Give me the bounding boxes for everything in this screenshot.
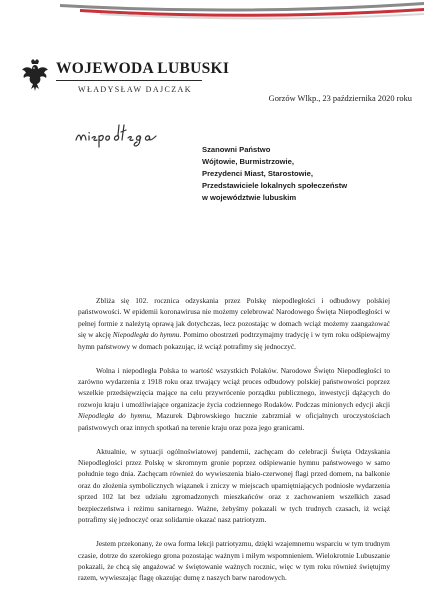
paragraph-text: . Pomimo obostrzeń podtrzymajmy tradycję i w tym roku odśpiewajmy hymn państwowy w domach pokazując, iż wciąż potrafimy się jednoczyć. bbox=[78, 330, 390, 351]
brand-person: WŁADYSŁAW DAJCZAK bbox=[78, 85, 192, 94]
addressee-line: Szanowni Państwo bbox=[202, 145, 271, 154]
body-paragraph bbox=[78, 538, 390, 584]
addressee-line: Prezydenci Miast, Starostowie, bbox=[202, 169, 313, 178]
paragraph-text: Wolna i niepodległa Polska to wartość wszystkich Polaków. Narodowe Święto Niepodległości to zarówno wydarzenia z 1918 roku oraz trwający wciąż proces odbudowy polskiej państwowości poprzez wszelkie przedsięwzięcia mające na celu przywrócenie porządku publicznego, inwestycji dążących do rozwoju kraju i umożliwiające organizacje życia codziennego Rodaków. Podczas minionych edycji akcji bbox=[78, 365, 390, 409]
body-paragraph bbox=[78, 295, 390, 352]
campaign-name: Niepodległa do hymnu bbox=[112, 330, 180, 340]
letter-body bbox=[78, 295, 390, 596]
header-stripes-decoration bbox=[60, 0, 424, 22]
niepodlegla-logo-stroke bbox=[76, 125, 156, 147]
paragraph-text: Jestem przekonany, że owa forma lekcji patriotyzmu, dzięki wzajemnemu wsparciu w tym trudnym czasie, dotrze do szerokiego grona pozostając ważnym i miłym wspomnieniem. Wielokrotnie Lubuszanie pokazali, że chcą się angażować w świętowanie ważnych rocznic, więc w tym roku również świętujmy razem, wywieszając flagę okazując dumę z naszych barw narodowych. bbox=[78, 539, 390, 583]
stripe-grey bbox=[60, 2, 424, 12]
addressee-line: Przedstawiciele lokalnych społeczeństw bbox=[202, 181, 348, 190]
polish-eagle-icon bbox=[20, 58, 50, 92]
niepodlegla-logo bbox=[74, 119, 184, 149]
addressee-line: Wójtowie, Burmistrzowie, bbox=[202, 157, 294, 166]
addressee-line: w województwie lubuskim bbox=[202, 193, 297, 202]
paragraph-text: Zbliża się 102. rocznica odzyskania przez Polskę niepodległości i odbudowy polskiej państwowości. W epidemii koronawirusa nie możemy celebrować Narodowego Święta Niepodległości w pełnej formie z należytą oprawą jak dotychczas, lecz pozostając w domach wciąż możemy zaangażować się w akcję bbox=[78, 296, 390, 340]
paragraph-text: Aktualnie, w sytuacji ogólnoświatowej pandemii, zachęcam do celebracji Święta Odzyskania Niepodległości przez Polskę w skromnym gronie poprzez odśpiewanie hymnu państwowego w samo południe tego dnia. Zachęcam również do wywieszenia biało-czerwonej flagi przed domem, na balkonie oraz do złożenia symbolicznych wiązanek i zniczy w miejscach upamiętniających podniosłe wydarzenia sprzed 102 lat bez udziału zgromadzonych mieszkańców oraz z zachowaniem wszelkich zasad bezpieczeństwa i reżimu sanitarnego. Ważne, żebyśmy pokazali w tych trudnych czasach, iż wciąż potrafimy się jednoczyć oraz solidarnie okazać nasz patriotyzm. bbox=[78, 446, 390, 525]
paragraph-text: , Mazurek Dąbrowskiego hucznie zabrzmiał w oficjalnych uroczystościach państwowych oraz innych spotkań na terenie kraju oraz poza jego granicami. bbox=[78, 411, 390, 432]
body-paragraph bbox=[78, 365, 390, 433]
brand-name: WOJEWODA LUBUSKI bbox=[56, 60, 230, 77]
header-brand bbox=[56, 60, 230, 94]
addressee-block bbox=[202, 144, 417, 204]
place-date: Gorzów Wlkp., 23 października 2020 roku bbox=[268, 94, 412, 103]
body-paragraph bbox=[78, 446, 390, 526]
campaign-name: Niepodległa do hymnu bbox=[78, 411, 151, 421]
brand-divider bbox=[56, 80, 202, 81]
